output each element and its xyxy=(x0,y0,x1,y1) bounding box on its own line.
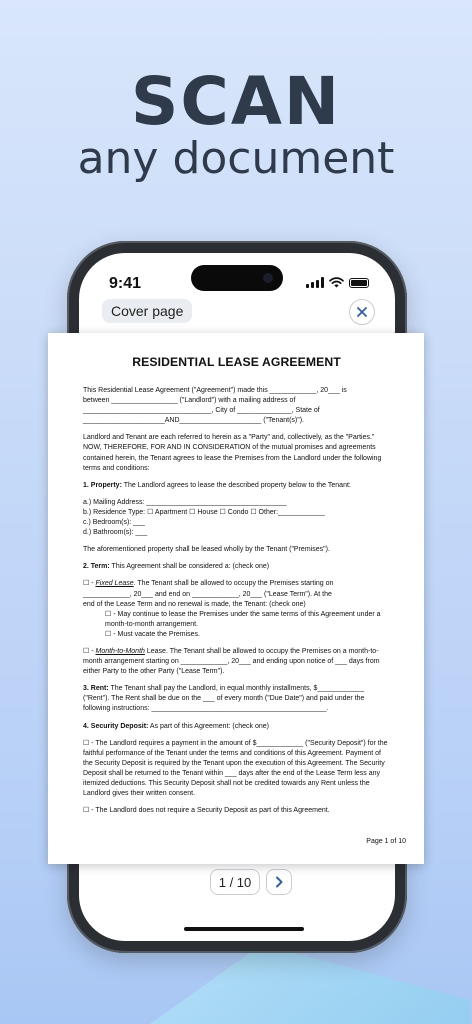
month-to-month-text: Lease. The Tenant shall be allowed to occupy the Premises on a month-to-month arrangement starting on ____________, 20___ and ending upon notice of ___ days from either Party to the other Party ("Lease Term"). xyxy=(83,647,380,676)
background-shape xyxy=(150,944,470,1024)
close-icon xyxy=(356,306,368,318)
month-to-month-paragraph xyxy=(83,647,390,677)
intro-line: _________________________________, City of ______________, State of xyxy=(83,407,320,415)
property-item: c.) Bedroom(s): ___ xyxy=(83,519,145,527)
fixed-option-continue: ☐ - May continue to lease the Premises under the same terms of this Agreement under a month-to-month arrangement. xyxy=(105,610,381,628)
close-button[interactable] xyxy=(349,299,375,325)
dynamic-island xyxy=(191,265,283,291)
premises-paragraph: The aforementioned property shall be leased wholly by the Tenant ("Premises"). xyxy=(83,546,330,554)
fixed-lease-text: . The Tenant shall be allowed to occupy the Premises starting on xyxy=(133,580,334,588)
rent-text: The Tenant shall pay the Landlord, in equal monthly installments, $____________ ("Rent"). The Rent shall be due on the ___ of every month ("Due Date") and paid under the following instructions: _____________________________________________. xyxy=(83,685,365,713)
headline-title: SCAN xyxy=(130,63,342,140)
intro-line: _____________________AND_____________________ ("Tenant(s)"). xyxy=(83,417,304,425)
fixed-lease-label: Fixed Lease xyxy=(95,580,134,588)
term-heading: 2. Term: xyxy=(83,563,110,571)
fixed-lease-line: end of the Lease Term and no renewal is made, the Tenant: (check one) xyxy=(83,600,306,608)
battery-icon xyxy=(349,278,369,288)
status-time: 9:41 xyxy=(109,275,142,292)
deposit-option-not-required: ☐ - The Landlord does not require a Security Deposit as part of this Agreement. xyxy=(83,807,330,815)
intro-line: between _________________ ("Landlord") with a mailing address of xyxy=(83,397,296,405)
fixed-option-vacate: ☐ - Must vacate the Premises. xyxy=(105,630,200,638)
parties-paragraph: Landlord and Tenant are each referred to herein as a "Party" and, collectively, as the "Parties." NOW, THEREFORE, FOR AND IN CONSIDERATION of the mutual promises and agreements contained herein, the Tenant agrees to lease the Premises from the Landlord under the following terms and conditions: xyxy=(83,434,382,472)
fixed-lease-paragraph xyxy=(83,579,390,609)
deposit-paragraph xyxy=(83,722,390,732)
deposit-option-required: ☐ - The Landlord requires a payment in the amount of $____________ ("Security Deposit") for the faithful performance of the Tenant under the terms and conditions of this Agreement. Payment of the Security Deposit is required by the Tenant upon the execution of this Agreement. The Security Deposit shall be returned to the Tenant within ___ days after the end of the Lease Term less any itemized deductions. This Security Deposit shall not be credited towards any Rent unless the Landlord gives their written consent. xyxy=(83,739,388,798)
checkbox-prefix: ☐ - xyxy=(83,580,96,588)
month-to-month-label: Month-to-Month xyxy=(95,647,145,655)
property-item: b.) Residence Type: ☐ Apartment ☐ House ☐ Condo ☐ Other:____________ xyxy=(83,508,325,516)
page-navigator xyxy=(210,869,292,895)
deposit-text: As part of this Agreement: (check one) xyxy=(148,722,269,730)
document-title: RESIDENTIAL LEASE AGREEMENT xyxy=(132,355,341,369)
status-icons xyxy=(306,277,369,288)
property-heading: 1. Property: xyxy=(83,481,122,489)
page-number: Page 1 of 10 xyxy=(366,838,406,845)
chevron-right-icon xyxy=(274,876,284,888)
fixed-lease-line: ____________, 20___ and end on ____________, 20___ ("Lease Term"). At the xyxy=(83,590,332,598)
document-page xyxy=(48,333,424,864)
property-item: d.) Bathroom(s): ___ xyxy=(83,529,148,537)
next-page-button[interactable] xyxy=(266,869,292,895)
rent-heading: 3. Rent: xyxy=(83,685,109,693)
cellular-signal-icon xyxy=(306,277,324,288)
intro-line: This Residential Lease Agreement ("Agreement") made this ____________, 20___ is xyxy=(83,387,347,394)
wifi-icon xyxy=(329,277,344,288)
page-counter[interactable]: 1 / 10 xyxy=(210,869,260,895)
property-item: a.) Mailing Address: ____________________________________ xyxy=(83,498,287,506)
property-paragraph xyxy=(83,481,390,491)
property-items xyxy=(83,498,390,538)
intro-paragraph xyxy=(83,386,390,426)
camera-icon xyxy=(263,273,273,283)
deposit-heading: 4. Security Deposit: xyxy=(83,722,149,730)
rent-paragraph xyxy=(83,684,390,714)
term-paragraph xyxy=(83,562,390,572)
property-text: The Landlord agrees to lease the described property below to the Tenant: xyxy=(121,481,351,489)
checkbox-prefix: ☐ - xyxy=(83,647,96,655)
headline-subtitle: any document xyxy=(77,133,395,184)
home-indicator xyxy=(184,927,304,931)
cover-page-button[interactable]: Cover page xyxy=(102,299,192,323)
term-text: This Agreement shall be considered a: (check one) xyxy=(109,563,270,571)
